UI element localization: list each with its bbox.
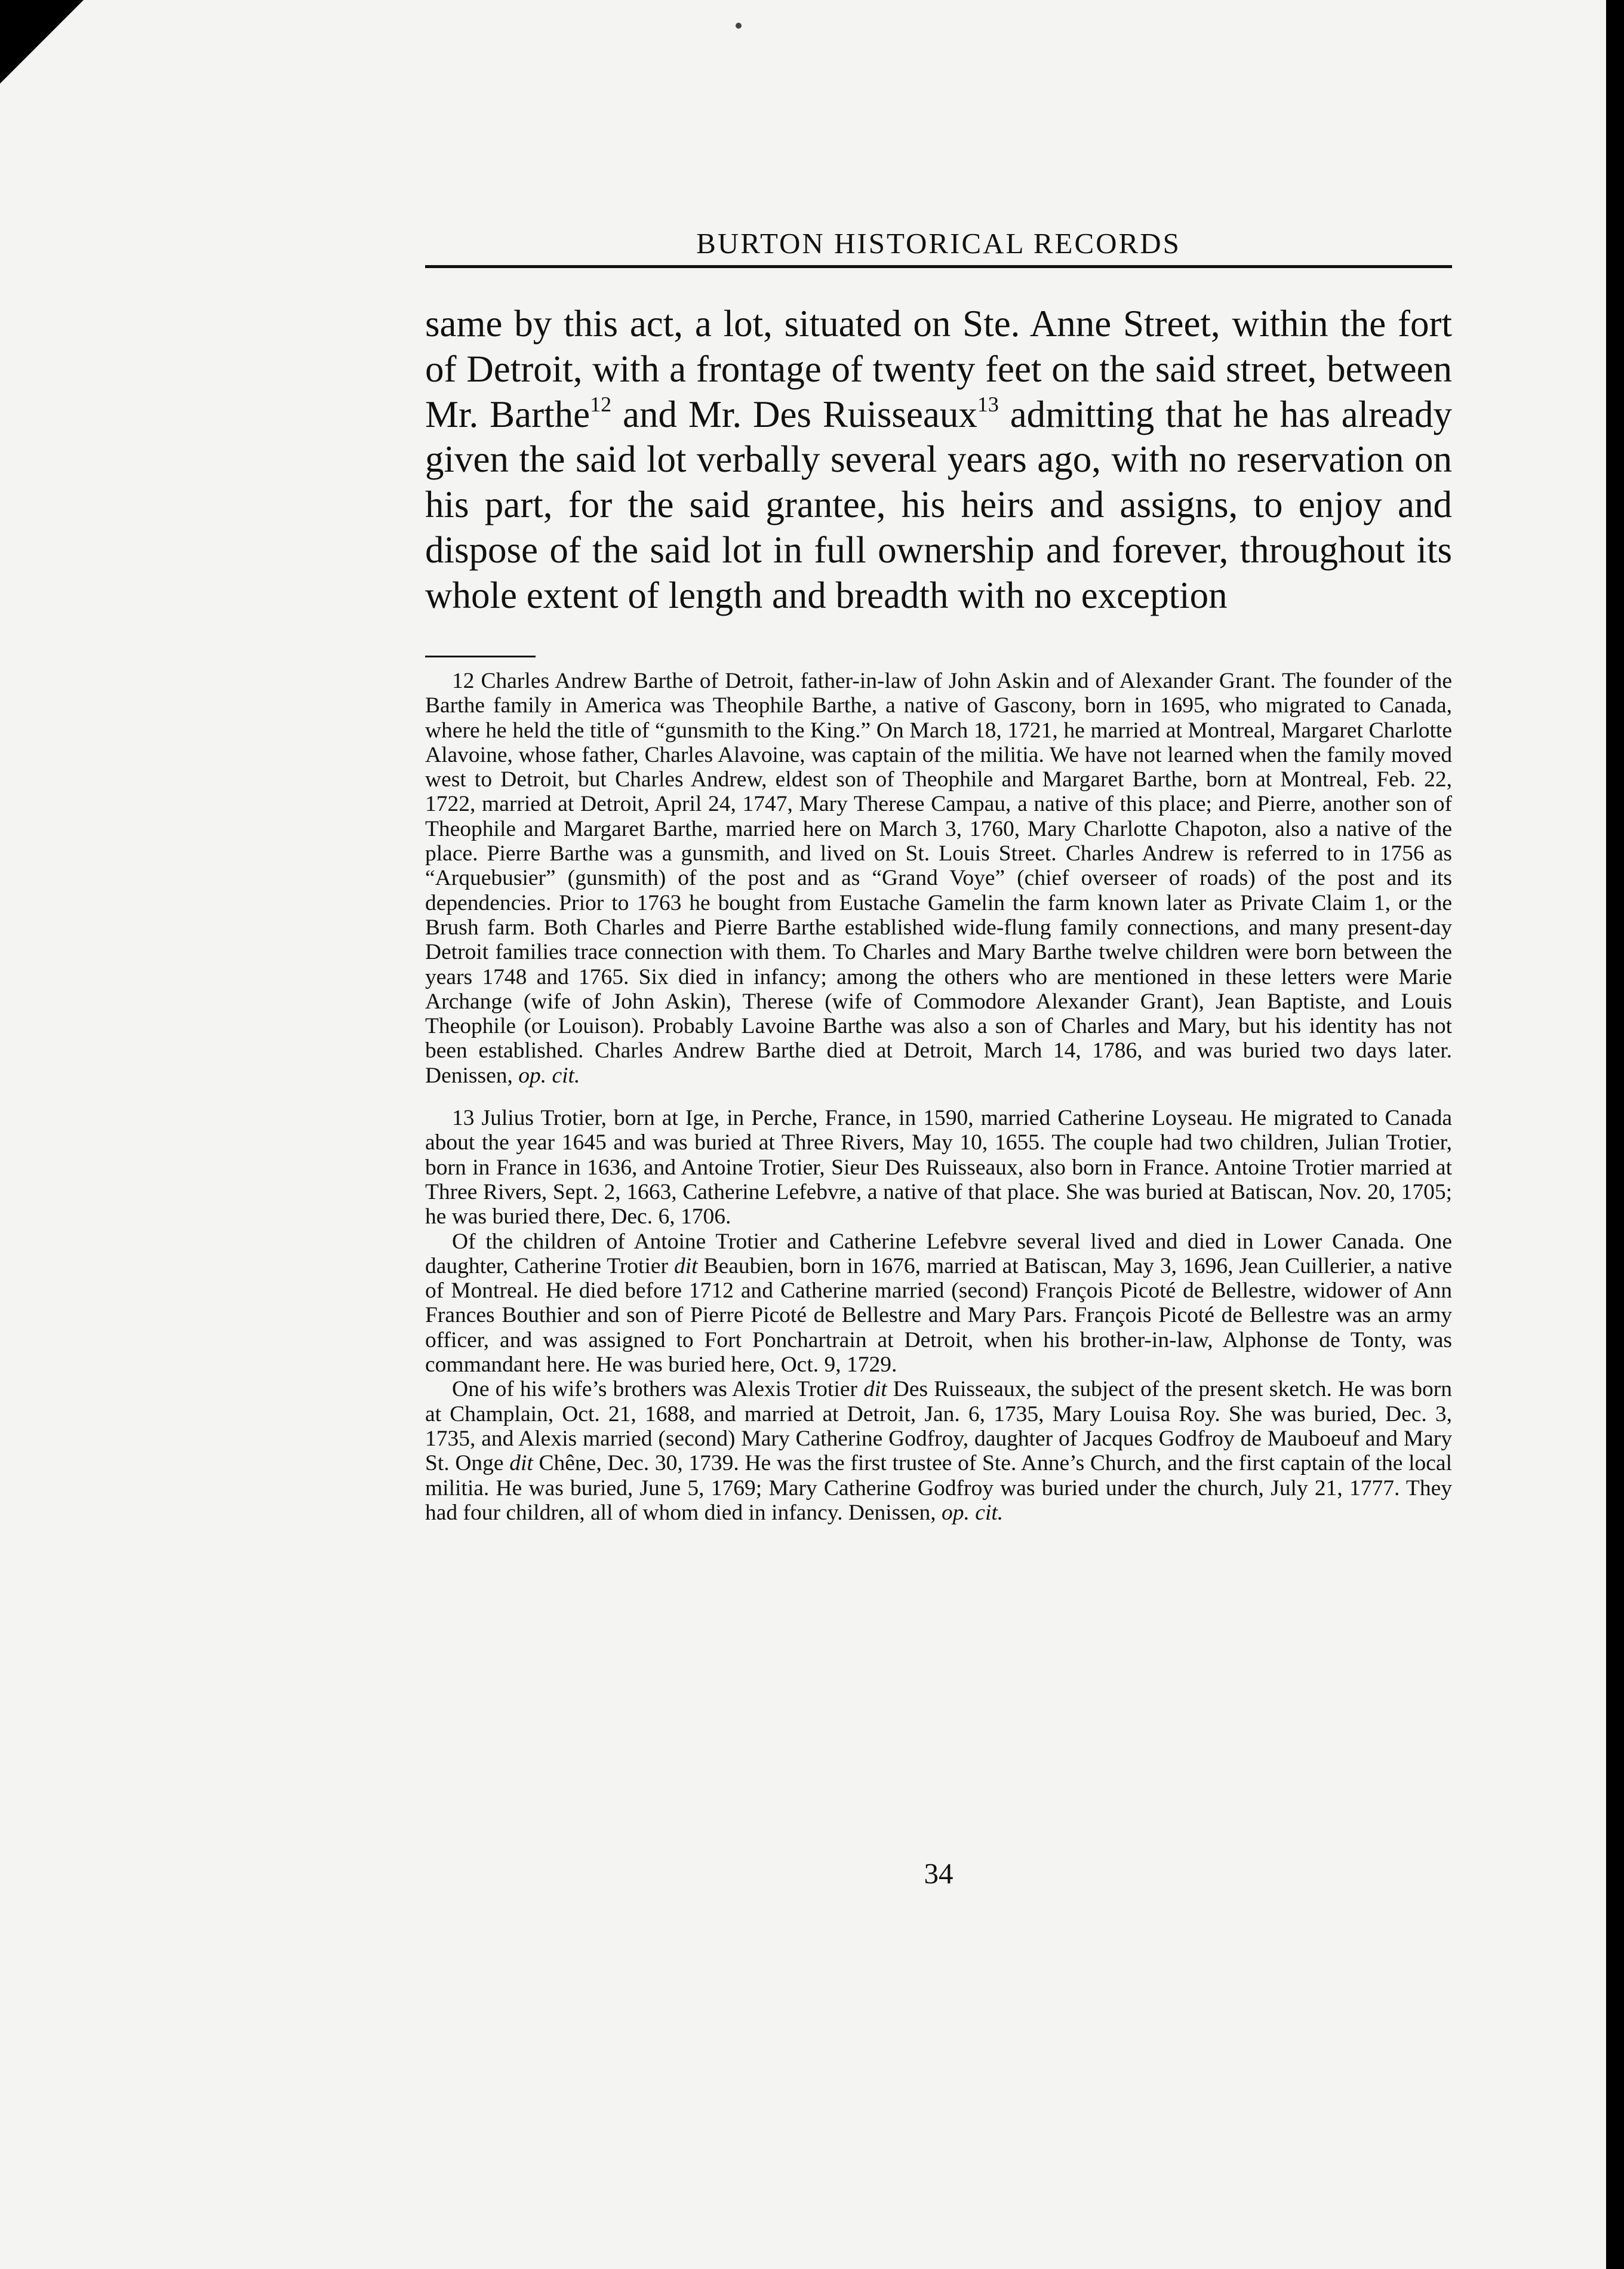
footnote-text: Of the children of Antoine Trotier and Catherine Lefebvre several lived and died in Lower Canada. One daughter, Catherine Trotier	[425, 1229, 1452, 1278]
footnote-text: Julius Trotier, born at Ige, in Perche, France, in 1590, married Catherine Loyseau. He migrated to Canada about the year 1645 and was buried at Three Rivers, May 10, 1655. The couple had two children, Julian Trotier, born in France in 1636, and Antoine Trotier, Sieur Des Ruisseaux, also born in France. Antoine Trotier married at Three Rivers, Sept. 2, 1663, Catherine Lefebvre, a native of that place. She was buried at Batiscan, Nov. 20, 1705; he was buried there, Dec. 6, 1706.	[425, 1106, 1452, 1229]
citation: op. cit.	[942, 1500, 1004, 1525]
italic-term: dit	[674, 1253, 698, 1278]
footnote-text: Chêne, Dec. 30, 1739. He was the first trustee of Ste. Anne’s Church, and the first captain of the local militia. He was buried, June 5, 1769; Mary Catherine Godfroy was buried under the church, July 21, 1777. They had four children, all of whom died in infancy. Denissen,	[425, 1451, 1452, 1525]
ink-speck	[736, 23, 742, 29]
italic-term: dit	[863, 1377, 887, 1402]
footnote-number: 12	[452, 669, 475, 693]
italic-term: dit	[509, 1451, 533, 1476]
footnote-text: One of his wife’s brothers was Alexis Trotier	[452, 1377, 864, 1402]
footnote-text: Charles Andrew Barthe of Detroit, father-in-law of John Askin and of Alexander Grant. The founder of the Barthe family in America was Theophile Barthe, a native of Gascony, born in 1695, who migrated to Canada, where he held the title of “gunsmith to the King.” On March 18, 1721, he married at Montreal, Margaret Charlotte Alavoine, whose father, Charles Alavoine, was captain of the militia. We have not learned when the family moved west to Detroit, but Charles Andrew, eldest son of Theophile and Margaret Barthe, born at Montreal, Feb. 22, 1722, married at Detroit, April 24, 1747, Mary Therese Campau, a native of this place; and Pierre, another son of Theophile and Margaret Barthe, married here on March 3, 1760, Mary Charlotte Chapoton, also a native of the place. Pierre Barthe was a gunsmith, and lived on St. Louis Street. Charles Andrew is referred to in 1756 as “Arquebusier” (gunsmith) of the post and as “Grand Voye” (chief overseer of roads) of the post and its dependencies. Prior to 1763 he bought from Eustache Gamelin the farm known later as Private Claim 1, or the Brush farm. Both Charles and Pierre Barthe established wide-flung family connections, and many present-day Detroit families trace connection with them. To Charles and Mary Barthe twelve children were born between the years 1748 and 1765. Six died in infancy; among the others who are mentioned in these letters were Marie Archange (wife of John Askin), Therese (wife of Commodore Alexander Grant), Jean Baptiste, and Louis Theophile (or Louison). Probably Lavoine Barthe was also a son of Charles and Mary, but his identity has not been established. Charles Andrew Barthe died at Detroit, March 14, 1786, and was buried two days later. Denissen,	[425, 669, 1452, 1088]
footnote-rule	[425, 656, 536, 657]
body-text-part: admitting that he has already given the said lot verbally several years ago, with no reservation on his part, for the said grantee, his heirs and assigns, to enjoy and dispose of the said lot in full ownership and forever, throughout its whole extent of length and breadth with no exception	[425, 393, 1453, 616]
footnote-text: Des Ruisseaux, the subject of the present sketch. He was born at Champlain, Oct. 21, 1688, and married at Detroit, Jan. 6, 1735, Mary Louisa Roy. She was buried, Dec. 3, 1735, and Alexis married (second) Mary Catherine Godfroy, daughter of Jacques Godfroy de Mauboeuf and Mary St. Onge	[425, 1377, 1452, 1476]
citation: op. cit.	[518, 1063, 580, 1088]
footnotes	[425, 669, 1452, 1525]
footnote-number: 13	[452, 1106, 475, 1131]
body-text-part: and Mr. Des Ruisseaux	[611, 393, 977, 435]
body-paragraph	[425, 302, 1452, 619]
page-number: 34	[924, 1857, 954, 1890]
footnote-12	[425, 669, 1452, 1088]
footnote-text: Beaubien, born in 1676, married at Batiscan, May 3, 1696, Jean Cuillerier, a native of Montreal. He died before 1712 and Catherine married (second) François Picoté de Bellestre, widower of Ann Frances Bouthier and son of Pierre Picoté de Bellestre and Mary Pars. François Picoté de Bellestre was an army officer, and was assigned to Fort Ponchartrain at Detroit, when his brother-in-law, Alphonse de Tonty, was commandant here. He was buried here, Oct. 9, 1729.	[425, 1253, 1452, 1378]
torn-corner	[0, 0, 84, 84]
body-text-part: same by this act, a lot, situated on Ste. Anne Street, within the fort of Detroit, with a frontage of twenty feet on the said street, between Mr. Barthe	[425, 303, 1452, 435]
footnote-ref-12: 12	[590, 392, 612, 416]
footnote-13-paragraph-3	[425, 1377, 1452, 1525]
footnote-13	[425, 1106, 1452, 1229]
running-header: BURTON HISTORICAL RECORDS	[425, 222, 1452, 268]
footnote-13-paragraph-2	[425, 1229, 1452, 1378]
footnote-ref-13: 13	[977, 392, 999, 416]
